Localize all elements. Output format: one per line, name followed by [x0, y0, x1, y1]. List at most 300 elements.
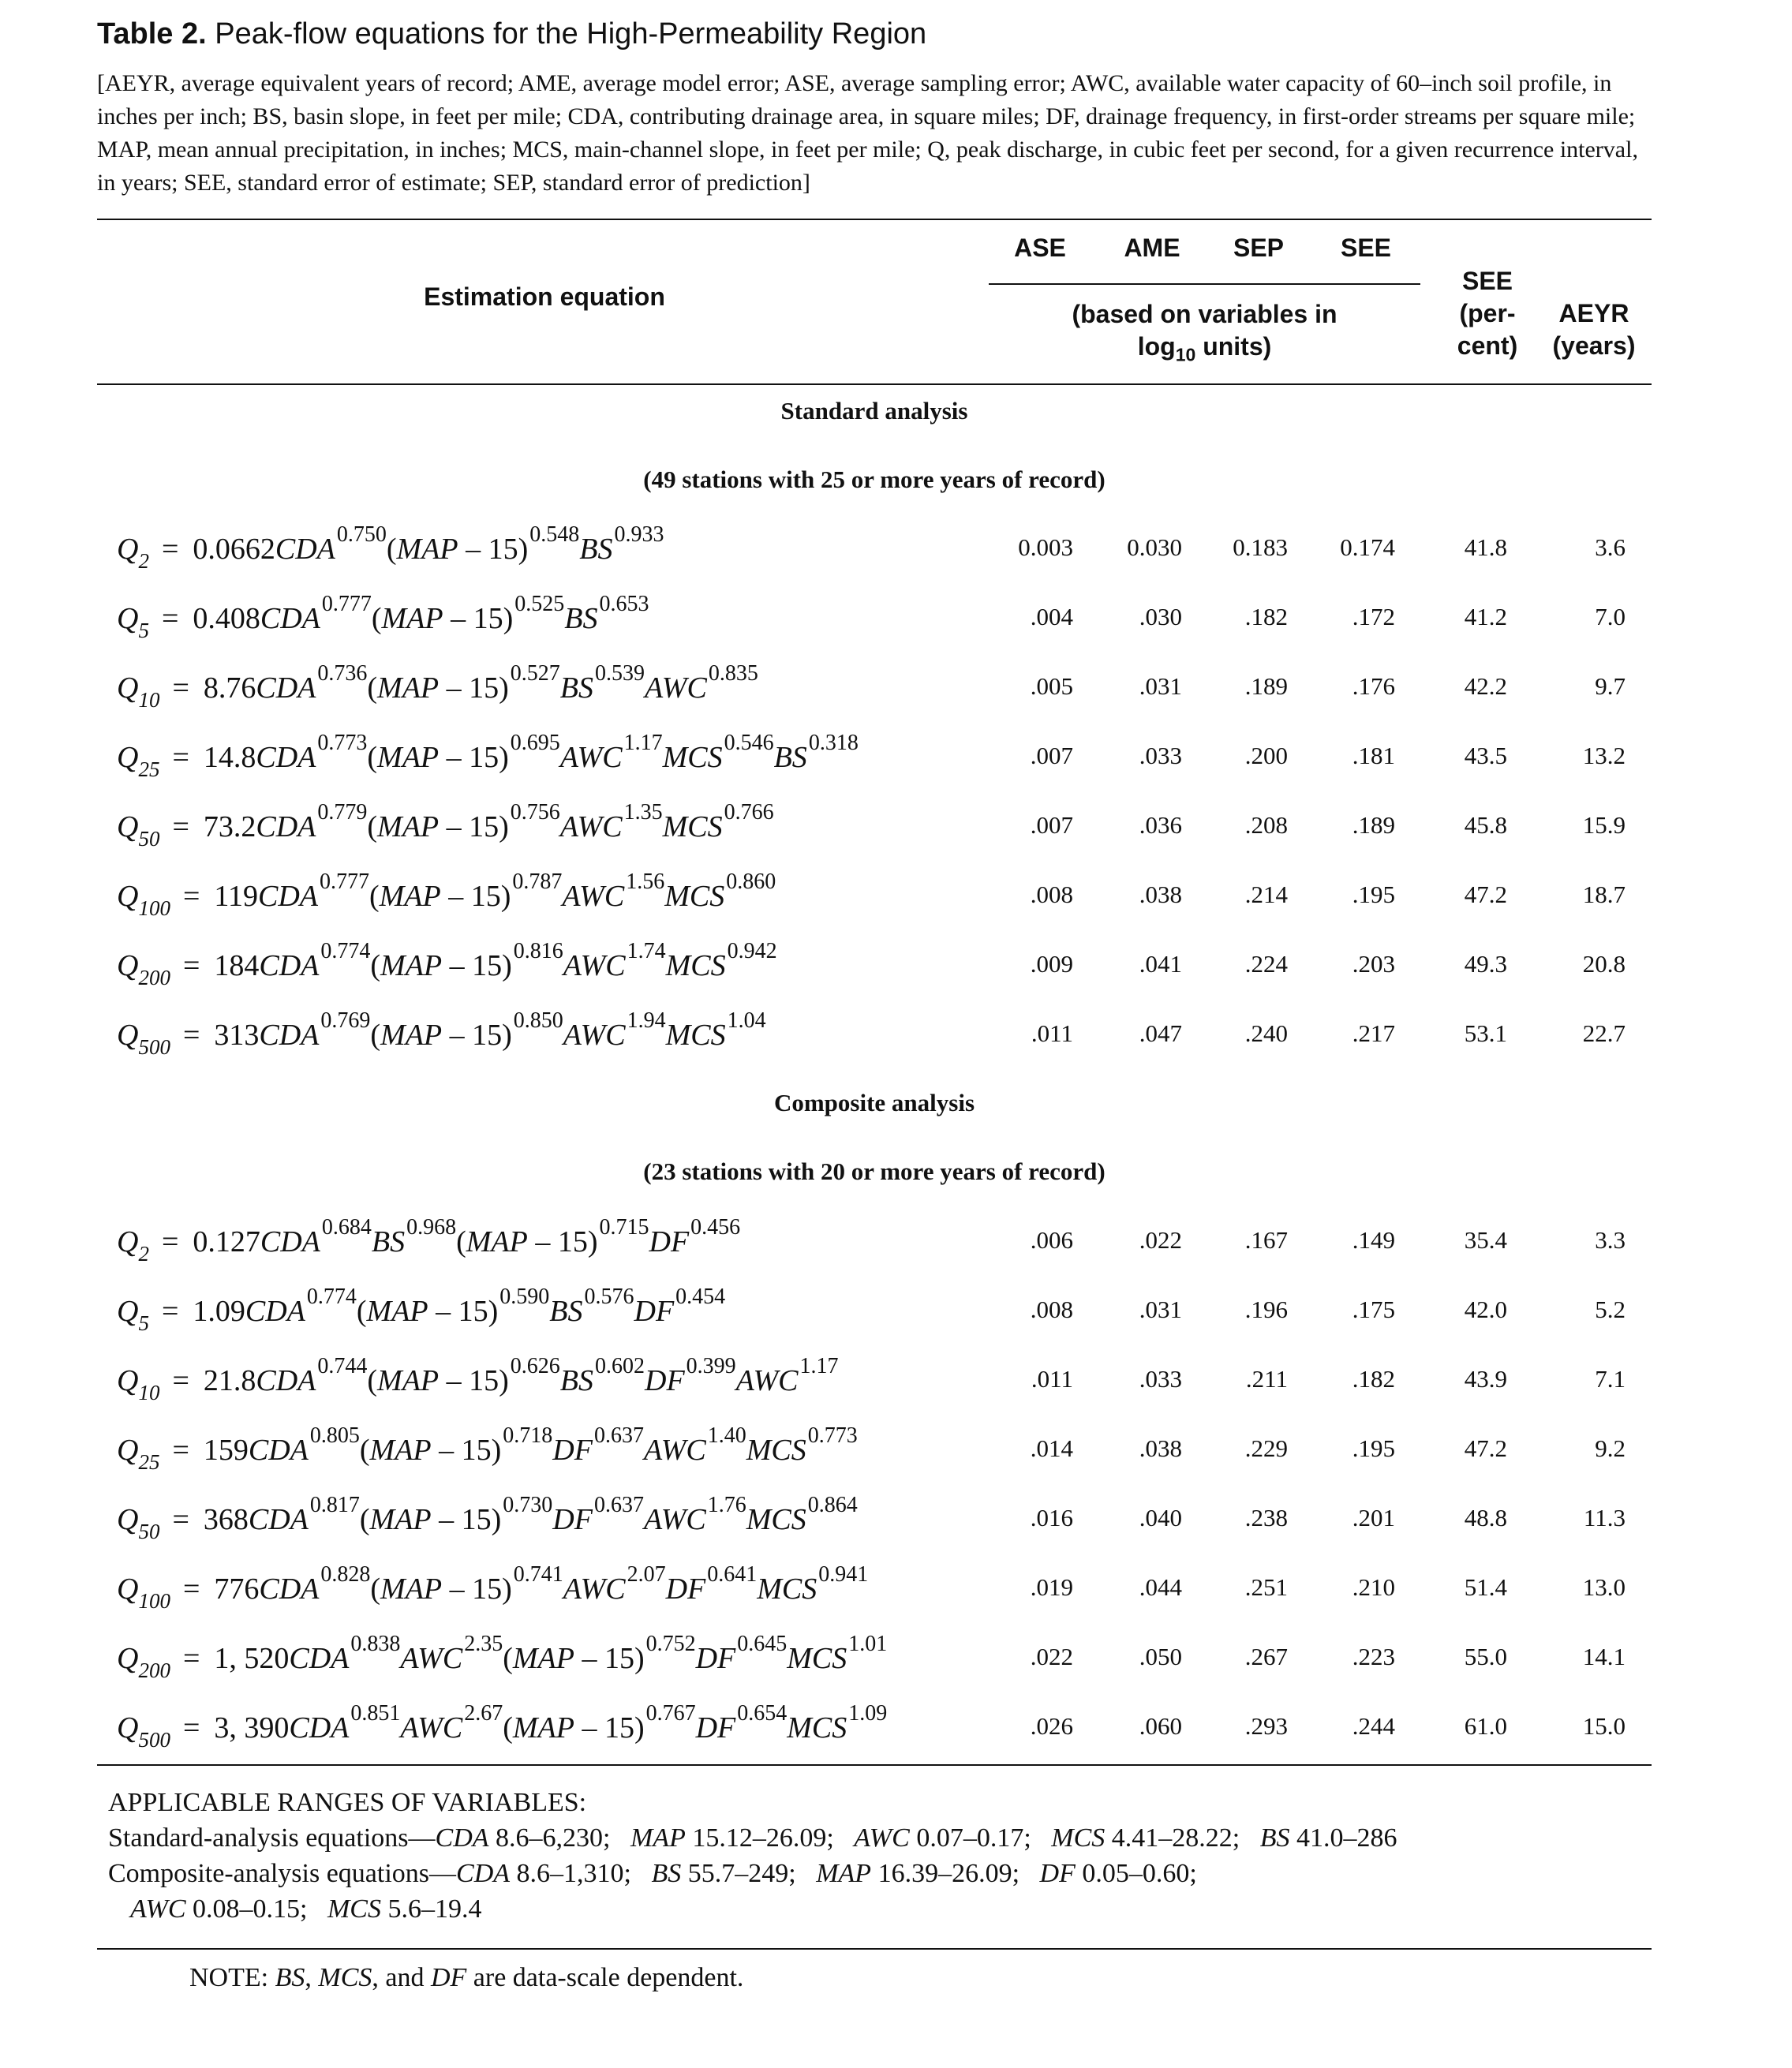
exponent: 0.736 — [317, 661, 368, 686]
standard-ame-5: .030 — [1139, 603, 1182, 630]
exponent: 2.67 — [464, 1701, 503, 1726]
range-value-cda: 8.6–1,310; — [510, 1859, 652, 1888]
recurrence-interval: 500 — [138, 1035, 170, 1059]
coefficient: 3, 390 — [214, 1711, 290, 1745]
exponent: 0.684 — [321, 1215, 372, 1240]
composite-ame-500: .060 — [1139, 1712, 1182, 1740]
exponent: 0.766 — [724, 800, 774, 825]
variable-map: MAP — [366, 1295, 428, 1328]
standard-sep-5: .182 — [1244, 603, 1288, 630]
exponent: 0.626 — [510, 1354, 560, 1378]
composite-section-title: Composite analysis — [773, 1089, 975, 1116]
standard-section-title: Standard analysis — [780, 397, 968, 424]
variable-awc: AWC — [735, 1364, 799, 1397]
paren-open: ( — [369, 880, 380, 913]
exponent: 1.17 — [623, 731, 663, 755]
header-see: SEE — [1340, 234, 1392, 262]
variable-df: DF — [634, 1295, 675, 1328]
standard-aeyr-5: 7.0 — [1595, 603, 1626, 630]
minus-constant: – 15 — [574, 1642, 634, 1675]
exponent: 0.525 — [514, 592, 565, 616]
composite-aeyr-50: 11.3 — [1583, 1504, 1626, 1531]
exponent: 0.756 — [510, 800, 560, 825]
composite-aeyr-2: 3.3 — [1595, 1226, 1626, 1254]
range-variable-awc: AWC — [130, 1894, 186, 1924]
range-value-bs: 41.0–286 — [1289, 1823, 1397, 1853]
coefficient: 8.76 — [203, 671, 256, 705]
exponent: 2.07 — [627, 1562, 666, 1587]
range-label: Standard-analysis equations— — [108, 1823, 436, 1853]
variable-awc: AWC — [645, 671, 707, 705]
range-value-cda: 8.6–6,230; — [488, 1823, 630, 1853]
minus-constant: – 15 — [431, 1434, 492, 1467]
coefficient: 776 — [214, 1573, 260, 1606]
exponent: 0.653 — [599, 592, 649, 616]
exponent: 1.35 — [623, 800, 663, 825]
recurrence-interval: 200 — [138, 1659, 170, 1682]
header-aeyr-1: AEYR — [1558, 299, 1629, 327]
paren-open: ( — [370, 949, 381, 982]
ranges-standard-line — [108, 1820, 1397, 1856]
variable-map: MAP — [380, 1573, 443, 1606]
paren-open: ( — [359, 1503, 370, 1536]
exponent: 0.828 — [320, 1562, 371, 1587]
paren-open: ( — [367, 1364, 378, 1397]
discharge-symbol: Q — [117, 1434, 139, 1467]
standard-see-pct-200: 49.3 — [1464, 950, 1507, 978]
exponent: 0.741 — [513, 1562, 563, 1587]
exponent: 1.40 — [707, 1423, 746, 1448]
standard-see-200: .203 — [1352, 950, 1395, 978]
composite-see-100: .210 — [1352, 1573, 1395, 1601]
composite-see-pct-2: 35.4 — [1464, 1226, 1507, 1254]
paren-close: ) — [587, 1225, 598, 1258]
standard-sep-50: .208 — [1244, 811, 1288, 839]
exponent: 1.04 — [727, 1008, 766, 1033]
composite-ame-100: .044 — [1139, 1573, 1182, 1601]
exponent: 0.715 — [599, 1215, 649, 1240]
variable-awc: AWC — [563, 1573, 626, 1606]
minus-constant: – 15 — [458, 533, 518, 566]
minus-constant: – 15 — [443, 602, 503, 635]
standard-sep-200: .224 — [1244, 950, 1288, 978]
composite-see-10: .182 — [1352, 1365, 1395, 1393]
composite-equation-5 — [117, 1285, 725, 1336]
standard-ame-100: .038 — [1139, 881, 1182, 908]
recurrence-interval: 50 — [138, 1520, 160, 1543]
variable-bs: BS — [579, 533, 613, 566]
discharge-symbol: Q — [117, 1711, 139, 1745]
exponent: 1.01 — [848, 1632, 888, 1656]
equals-sign: = — [182, 880, 200, 913]
composite-ame-200: .050 — [1139, 1643, 1182, 1670]
recurrence-interval: 500 — [138, 1728, 170, 1752]
standard-see-5: .172 — [1352, 603, 1395, 630]
variable-map: MAP — [381, 602, 443, 635]
composite-see-50: .201 — [1352, 1504, 1395, 1531]
range-value-df: 0.05–0.60; — [1075, 1859, 1197, 1888]
paren-close: ) — [488, 1295, 499, 1328]
composite-see-pct-500: 61.0 — [1464, 1712, 1507, 1740]
minus-constant: – 15 — [439, 1364, 499, 1397]
exponent: 0.787 — [512, 869, 563, 894]
minus-constant: – 15 — [439, 741, 499, 774]
paren-open: ( — [370, 1019, 381, 1052]
paren-close: ) — [502, 949, 512, 982]
exponent: 0.774 — [320, 939, 371, 963]
equals-sign: = — [172, 810, 189, 843]
exponent: 0.399 — [686, 1354, 736, 1378]
variable-awc: AWC — [400, 1642, 463, 1675]
range-label: Composite-analysis equations— — [108, 1859, 457, 1888]
paren-close: ) — [502, 1573, 512, 1606]
composite-ame-25: .038 — [1139, 1434, 1182, 1462]
minus-constant: – 15 — [442, 949, 503, 982]
variable-df: DF — [645, 1364, 685, 1397]
exponent: 0.864 — [807, 1493, 858, 1517]
recurrence-interval: 10 — [138, 1381, 160, 1404]
header-log-base: 10 — [1175, 344, 1196, 365]
variable-cda: CDA — [248, 1503, 309, 1536]
table-title-text: Peak-flow equations for the High-Permeability Region — [215, 17, 927, 50]
ranges-composite-line-cont — [108, 1891, 1397, 1927]
equals-sign: = — [182, 1019, 200, 1052]
variable-df: DF — [665, 1573, 706, 1606]
composite-see-pct-100: 51.4 — [1464, 1573, 1507, 1601]
variable-df: DF — [695, 1642, 736, 1675]
composite-ame-50: .040 — [1139, 1504, 1182, 1531]
range-variable-mcs: MCS — [327, 1894, 381, 1924]
variable-map: MAP — [369, 1434, 432, 1467]
variable-map: MAP — [466, 1225, 528, 1258]
discharge-symbol: Q — [117, 533, 139, 566]
coefficient: 0.0662 — [193, 533, 275, 566]
range-variable-map: MAP — [630, 1823, 686, 1853]
variable-cda: CDA — [259, 949, 320, 982]
standard-see-500: .217 — [1352, 1019, 1395, 1047]
variable-awc: AWC — [562, 880, 625, 913]
discharge-symbol: Q — [117, 1225, 139, 1258]
header-log-text: log — [1137, 332, 1176, 361]
variable-map: MAP — [377, 671, 440, 705]
standard-ame-2: 0.030 — [1127, 533, 1182, 561]
exponent: 1.09 — [848, 1701, 888, 1726]
standard-see-pct-10: 42.2 — [1464, 672, 1507, 700]
header-group-rule — [989, 283, 1420, 285]
variable-awc: AWC — [563, 949, 626, 982]
coefficient: 159 — [203, 1434, 249, 1467]
variable-df: DF — [552, 1434, 593, 1467]
composite-ase-2: .006 — [1030, 1226, 1073, 1254]
variable-bs: BS — [559, 1364, 593, 1397]
discharge-symbol: Q — [117, 949, 139, 982]
composite-ase-200: .022 — [1030, 1643, 1073, 1670]
variable-awc: AWC — [559, 741, 623, 774]
exponent: 0.546 — [724, 731, 774, 755]
paren-open: ( — [356, 1295, 367, 1328]
minus-constant: – 15 — [574, 1711, 634, 1745]
discharge-symbol: Q — [117, 1642, 139, 1675]
paren-open: ( — [503, 1711, 513, 1745]
minus-constant: – 15 — [431, 1503, 492, 1536]
recurrence-interval: 100 — [138, 1589, 170, 1613]
standard-see-10: .176 — [1352, 672, 1395, 700]
recurrence-interval: 25 — [138, 1450, 160, 1474]
composite-see-200: .223 — [1352, 1643, 1395, 1670]
table-caption: [AEYR, average equivalent years of record; AME, average model error; ASE, average sampling error; AWC, available water capacity of 60–inch soil profile, in inches per inch; BS, basin slope, in feet per mile; CDA, contributing drainage area, in square miles; DF, drainage frequency, in first-order streams per square mile; MAP, mean annual precipitation, in inches; MCS, main-channel slope, in feet per mile; Q, peak discharge, in cubic feet per second, for a given recurrence interval, in years; SEE, standard error of estimate; SEP, standard error of prediction] — [97, 70, 1638, 196]
discharge-symbol: Q — [117, 810, 139, 843]
paren-close: ) — [634, 1711, 645, 1745]
equals-sign: = — [161, 602, 179, 635]
paren-open: ( — [367, 671, 378, 705]
header-see-percent-1: SEE — [1461, 267, 1513, 295]
ranges-bottom-rule — [97, 1948, 1652, 1950]
standard-equation-50 — [117, 800, 774, 851]
coefficient: 21.8 — [203, 1364, 256, 1397]
table-bottom-rule — [97, 1764, 1652, 1766]
paren-close: ) — [491, 1434, 502, 1467]
range-value-awc: 0.07–0.17; — [909, 1823, 1052, 1853]
applicable-ranges — [108, 1785, 1397, 1927]
composite-ase-50: .016 — [1030, 1504, 1073, 1531]
composite-equation-100 — [117, 1562, 868, 1614]
recurrence-interval: 100 — [138, 896, 170, 920]
standard-sep-25: .200 — [1244, 742, 1288, 769]
composite-ase-5: .008 — [1030, 1296, 1073, 1323]
paren-open: ( — [359, 1434, 370, 1467]
standard-see-pct-100: 47.2 — [1464, 881, 1507, 908]
exponent: 0.695 — [510, 731, 560, 755]
header-sep: SEP — [1233, 234, 1285, 262]
minus-constant: – 15 — [439, 671, 499, 705]
variable-cda: CDA — [257, 880, 318, 913]
composite-see-25: .195 — [1352, 1434, 1395, 1462]
standard-aeyr-10: 9.7 — [1595, 672, 1626, 700]
composite-section-subtitle: (23 stations with 20 or more years of record) — [643, 1157, 1106, 1185]
standard-see-pct-50: 45.8 — [1464, 811, 1507, 839]
variable-cda: CDA — [256, 810, 316, 843]
exponent: 0.835 — [708, 661, 758, 686]
header-ame: AME — [1124, 234, 1180, 262]
variable-mcs: MCS — [746, 1503, 806, 1536]
paren-open: ( — [370, 1573, 381, 1606]
exponent: 1.94 — [627, 1008, 666, 1033]
variable-map: MAP — [377, 741, 440, 774]
paren-close: ) — [499, 1364, 509, 1397]
composite-sep-5: .196 — [1244, 1296, 1288, 1323]
composite-equation-50 — [117, 1493, 858, 1544]
composite-see-pct-200: 55.0 — [1464, 1643, 1507, 1670]
exponent: 0.718 — [503, 1423, 553, 1448]
exponent: 1.56 — [626, 869, 665, 894]
header-see-percent-2: (per- — [1459, 299, 1516, 327]
equals-sign: = — [161, 1295, 179, 1328]
exponent: 0.774 — [306, 1285, 357, 1309]
coefficient: 1, 520 — [214, 1642, 290, 1675]
standard-ase-100: .008 — [1030, 881, 1073, 908]
standard-see-2: 0.174 — [1340, 533, 1395, 561]
variable-map: MAP — [380, 949, 443, 982]
equals-sign: = — [172, 671, 189, 705]
recurrence-interval: 10 — [138, 688, 160, 712]
composite-aeyr-5: 5.2 — [1595, 1296, 1626, 1323]
standard-ame-10: .031 — [1139, 672, 1182, 700]
variable-bs: BS — [559, 671, 593, 705]
exponent: 0.773 — [807, 1423, 858, 1448]
variable-map: MAP — [512, 1642, 574, 1675]
variable-awc: AWC — [643, 1503, 706, 1536]
standard-see-pct-5: 41.2 — [1464, 603, 1507, 630]
exponent: 1.17 — [799, 1354, 839, 1378]
exponent: 0.777 — [319, 869, 369, 894]
composite-see-5: .175 — [1352, 1296, 1395, 1323]
standard-equation-5 — [117, 592, 649, 643]
variable-cda: CDA — [256, 1364, 316, 1397]
exponent: 0.933 — [614, 522, 664, 547]
standard-aeyr-50: 15.9 — [1582, 811, 1626, 839]
exponent: 1.76 — [707, 1493, 746, 1517]
discharge-symbol: Q — [117, 1019, 139, 1052]
exponent: 0.850 — [513, 1008, 563, 1033]
composite-sep-10: .211 — [1245, 1365, 1288, 1393]
ranges-composite-line — [108, 1856, 1397, 1891]
header-see-percent-3: cent) — [1457, 331, 1518, 360]
range-variable-awc: AWC — [854, 1823, 910, 1853]
paren-open: ( — [456, 1225, 466, 1258]
variable-df: DF — [649, 1225, 690, 1258]
variable-cda: CDA — [248, 1434, 309, 1467]
discharge-symbol: Q — [117, 1573, 139, 1606]
variable-df: DF — [695, 1711, 736, 1745]
note-var-mcs: MCS — [318, 1963, 372, 1992]
range-variable-cda: CDA — [435, 1823, 489, 1853]
variable-map: MAP — [512, 1711, 574, 1745]
coefficient: 119 — [214, 880, 258, 913]
composite-equation-10 — [117, 1354, 838, 1405]
exponent: 0.602 — [595, 1354, 645, 1378]
variable-df: DF — [552, 1503, 593, 1536]
discharge-symbol: Q — [117, 880, 139, 913]
coefficient: 0.127 — [193, 1225, 260, 1258]
variable-mcs: MCS — [757, 1573, 817, 1606]
composite-aeyr-500: 15.0 — [1582, 1712, 1626, 1740]
variable-map: MAP — [380, 1019, 443, 1052]
exponent: 0.454 — [675, 1285, 726, 1309]
recurrence-interval: 25 — [138, 757, 160, 781]
standard-equation-2 — [117, 522, 664, 574]
exponent: 0.730 — [503, 1493, 553, 1517]
exponent: 0.744 — [317, 1354, 368, 1378]
exponent: 0.860 — [726, 869, 776, 894]
composite-sep-200: .267 — [1244, 1643, 1288, 1670]
variable-cda: CDA — [259, 1019, 320, 1052]
exponent: 0.548 — [529, 522, 580, 547]
standard-equation-200 — [117, 939, 777, 990]
exponent: 0.942 — [727, 939, 777, 963]
variable-bs: BS — [549, 1295, 583, 1328]
top-rule — [97, 219, 1652, 220]
composite-sep-100: .251 — [1244, 1573, 1288, 1601]
range-value-map: 16.39–26.09; — [871, 1859, 1040, 1888]
variable-mcs: MCS — [662, 741, 723, 774]
variable-mcs: MCS — [662, 810, 723, 843]
standard-ame-25: .033 — [1139, 742, 1182, 769]
composite-ase-10: .011 — [1031, 1365, 1073, 1393]
exponent: 0.767 — [645, 1701, 696, 1726]
table-note — [189, 1963, 743, 1993]
equals-sign: = — [182, 949, 200, 982]
variable-cda: CDA — [260, 1225, 320, 1258]
variable-map: MAP — [369, 1503, 432, 1536]
composite-equation-200 — [117, 1632, 887, 1683]
variable-cda: CDA — [256, 741, 316, 774]
standard-see-100: .195 — [1352, 881, 1395, 908]
composite-see-pct-5: 42.0 — [1464, 1296, 1507, 1323]
exponent: 0.637 — [593, 1423, 644, 1448]
coefficient: 0.408 — [193, 602, 260, 635]
exponent: 0.968 — [406, 1215, 457, 1240]
variable-bs: BS — [773, 741, 807, 774]
exponent: 0.838 — [350, 1632, 401, 1656]
note-sep-1: , — [305, 1963, 319, 1992]
variable-awc: AWC — [563, 1019, 626, 1052]
variable-cda: CDA — [289, 1711, 350, 1745]
minus-constant: – 15 — [440, 880, 501, 913]
exponent: 0.637 — [593, 1493, 644, 1517]
header-based-on-2 — [989, 331, 1420, 371]
exponent: 0.816 — [513, 939, 563, 963]
minus-constant: – 15 — [442, 1573, 503, 1606]
exponent: 0.773 — [317, 731, 368, 755]
table-title — [97, 17, 926, 51]
standard-see-pct-2: 41.8 — [1464, 533, 1507, 561]
range-value-bs: 55.7–249; — [681, 1859, 817, 1888]
standard-equation-10 — [117, 661, 758, 712]
range-variable-bs: BS — [1259, 1823, 1290, 1853]
equals-sign: = — [161, 1225, 179, 1258]
composite-equation-25 — [117, 1423, 858, 1475]
variable-cda: CDA — [260, 602, 320, 635]
paren-close: ) — [491, 1503, 502, 1536]
paren-close: ) — [502, 1019, 512, 1052]
exponent: 0.752 — [645, 1632, 696, 1656]
discharge-symbol: Q — [117, 1503, 139, 1536]
range-variable-cda: CDA — [456, 1859, 511, 1888]
exponent: 0.641 — [707, 1562, 758, 1587]
composite-sep-2: .167 — [1244, 1226, 1288, 1254]
discharge-symbol: Q — [117, 741, 139, 774]
note-suffix: are data-scale dependent. — [466, 1963, 744, 1992]
variable-cda: CDA — [259, 1573, 320, 1606]
minus-constant: – 15 — [527, 1225, 588, 1258]
coefficient: 184 — [214, 949, 260, 982]
standard-aeyr-25: 13.2 — [1582, 742, 1626, 769]
exponent: 0.779 — [317, 800, 368, 825]
range-variable-bs: BS — [651, 1859, 682, 1888]
composite-sep-500: .293 — [1244, 1712, 1288, 1740]
exponent: 0.318 — [808, 731, 859, 755]
table-number: Table 2. — [97, 17, 207, 50]
standard-sep-2: 0.183 — [1233, 533, 1288, 561]
variable-mcs: MCS — [664, 880, 725, 913]
recurrence-interval: 5 — [138, 619, 149, 642]
variable-mcs: MCS — [665, 1019, 726, 1052]
variable-bs: BS — [371, 1225, 406, 1258]
standard-ase-5: .004 — [1030, 603, 1073, 630]
standard-equation-25 — [117, 731, 859, 782]
composite-see-2: .149 — [1352, 1226, 1395, 1254]
standard-see-25: .181 — [1352, 742, 1395, 769]
